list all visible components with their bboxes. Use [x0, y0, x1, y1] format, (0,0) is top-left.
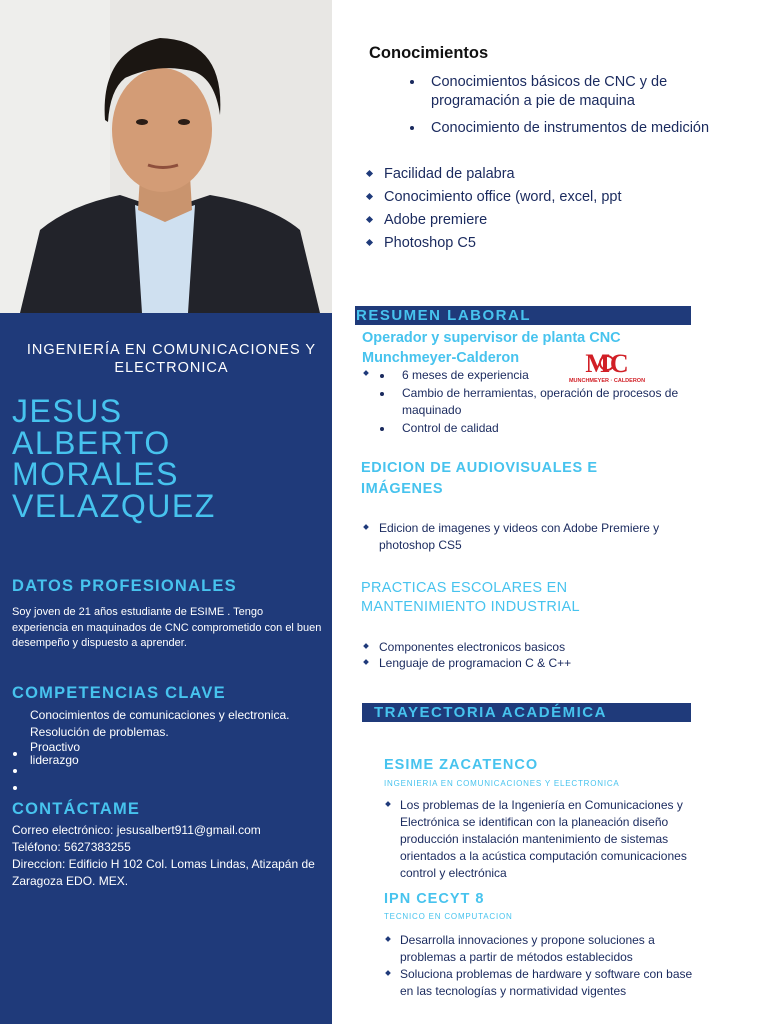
resumen-heading: RESUMEN LABORAL [356, 307, 531, 324]
practica-item [379, 639, 699, 655]
school-item-text: Soluciona problemas de hardware y software con base en las tecnologías y normatividad vigentes [400, 967, 693, 998]
school-item [400, 797, 715, 882]
bullet-dot [380, 427, 384, 431]
edicion-item [379, 520, 699, 554]
logo-subtext: MUNCHMEYER · CALDERON [569, 378, 645, 384]
school-list [400, 797, 715, 882]
name-line: MORALES [12, 456, 179, 492]
competencias-heading: COMPETENCIAS CLAVE [12, 684, 226, 702]
bullet-diamond [363, 659, 369, 665]
competencias-list [30, 707, 330, 767]
practica-item [379, 655, 699, 671]
competencia-item: liderazgo [30, 753, 79, 767]
conocimientos-heading: Conocimientos [369, 44, 489, 62]
school-name: ESIME ZACATENCO [384, 757, 539, 773]
school-item-text: Desarrolla innovaciones y propone soluciones a problemas a partir de métodos establecidos [400, 933, 655, 964]
resumen-text: Cambio de herramientas, operación de procesos de maquinado [402, 386, 679, 417]
skill-text: Adobe premiere [384, 212, 488, 228]
bullet-diamond [366, 170, 373, 177]
school-item [400, 966, 700, 1000]
skill-item [384, 163, 714, 186]
resumen-text: 6 meses de experiencia [402, 368, 529, 382]
school-item-text: Los problemas de la Ingeniería en Comunicaciones y Electrónica se identifican con la planeación diseño producción instalación mantenimiento de sistemas orientados a la acústica computación comunicaciones control y electrónica [400, 798, 687, 880]
conocimientos-circle-list [431, 73, 731, 138]
trayectoria-heading: TRAYECTORIA ACADÉMICA [374, 704, 607, 721]
conocimiento-text: Conocimientos básicos de CNC y de programación a pie de maquina [431, 74, 668, 109]
name-line: ALBERTO [12, 424, 171, 461]
datos-text: Soy joven de 21 años estudiante de ESIME . Tengo experiencia en maquinados de CNC comprometido con el buen desempeño y dispuesto a aprender. [12, 606, 322, 649]
school-program: TECNICO EN COMPUTACION [384, 912, 513, 921]
bullet-diamond [363, 370, 369, 376]
edicion-heading: EDICION DE AUDIOVISUALES E IMÁGENES [361, 460, 598, 497]
resumen-item [402, 385, 702, 419]
bullet-diamond [363, 643, 369, 649]
degree-title: INGENIERÍA EN COMUNICACIONES Y ELECTRONICA [26, 342, 317, 376]
skill-text: Photoshop C5 [384, 235, 476, 251]
competencia-item: Proactivo [30, 740, 81, 754]
portrait-illustration [0, 0, 332, 313]
bullet-dot [13, 786, 17, 790]
resumen-bar [355, 306, 691, 325]
resumen-list [402, 367, 702, 437]
bullet-diamond [366, 193, 373, 200]
contact-address: Direccion: Edificio H 102 Col. Lomas Lindas, Atizapán de Zaragoza EDO. MEX. [12, 857, 315, 888]
contacto-heading: CONTÁCTAME [12, 800, 141, 818]
resumen-item [402, 420, 702, 437]
company-name: Munchmeyer-Calderon [362, 350, 520, 366]
job-title: Operador y supervisor de planta CNC [362, 330, 621, 346]
conocimiento-item [431, 119, 731, 138]
skill-item [384, 209, 714, 232]
school-name: IPN CECYT 8 [384, 891, 485, 907]
profile-photo [0, 0, 332, 313]
bullet-diamond [385, 801, 391, 807]
contact-phone: Teléfono: 5627383255 [12, 840, 131, 854]
competencia-item: Resolución de problemas. [30, 724, 169, 739]
edicion-text: Edicion de imagenes y videos con Adobe Premiere y photoshop CS5 [379, 521, 660, 552]
bullet-dot [380, 374, 384, 378]
bullet-diamond [385, 936, 391, 942]
bullet-diamond [385, 970, 391, 976]
skill-text: Conocimiento office (word, excel, ppt [384, 189, 622, 205]
bullet-diamond [363, 524, 369, 530]
resumen-item [402, 367, 702, 384]
practicas-list [379, 639, 699, 671]
bullet-dot [13, 752, 17, 756]
conocimientos-diamond-list [384, 163, 714, 255]
contacto-block [12, 822, 324, 890]
name-line: VELAZQUEZ [12, 487, 216, 524]
full-name [12, 393, 332, 524]
bullet-dot [13, 769, 17, 773]
skill-item [384, 232, 714, 255]
edicion-list [379, 520, 699, 554]
practica-text: Lenguaje de programacion C & C++ [379, 656, 572, 670]
school-program: INGENIERIA EN COMUNICACIONES Y ELECTRONICA [384, 779, 620, 788]
trayectoria-bar [362, 703, 691, 722]
competencia-item: Conocimientos de comunicaciones y electronica. [30, 708, 290, 722]
datos-heading: DATOS PROFESIONALES [12, 577, 237, 595]
name-line: JESUS [12, 393, 123, 429]
practicas-heading: PRACTICAS ESCOLARES EN MANTENIMIENTO INDUSTRIAL [361, 580, 580, 615]
conocimiento-text: Conocimiento de instrumentos de medición [431, 120, 710, 136]
bullet-diamond [366, 216, 373, 223]
resumen-text: Control de calidad [402, 421, 499, 435]
school-item [400, 932, 700, 966]
skill-text: Facilidad de palabra [384, 166, 515, 182]
school-list [400, 932, 700, 1000]
conocimiento-item [431, 73, 731, 110]
practica-text: Componentes electronicos basicos [379, 640, 566, 654]
bullet-dot [410, 80, 414, 84]
bullet-dot [380, 392, 384, 396]
skill-item [384, 186, 714, 209]
bullet-diamond [366, 239, 373, 246]
contact-email: Correo electrónico: jesusalbert911@gmail.com [12, 823, 261, 837]
bullet-dot [410, 126, 414, 130]
logo-text: MC [585, 349, 629, 378]
